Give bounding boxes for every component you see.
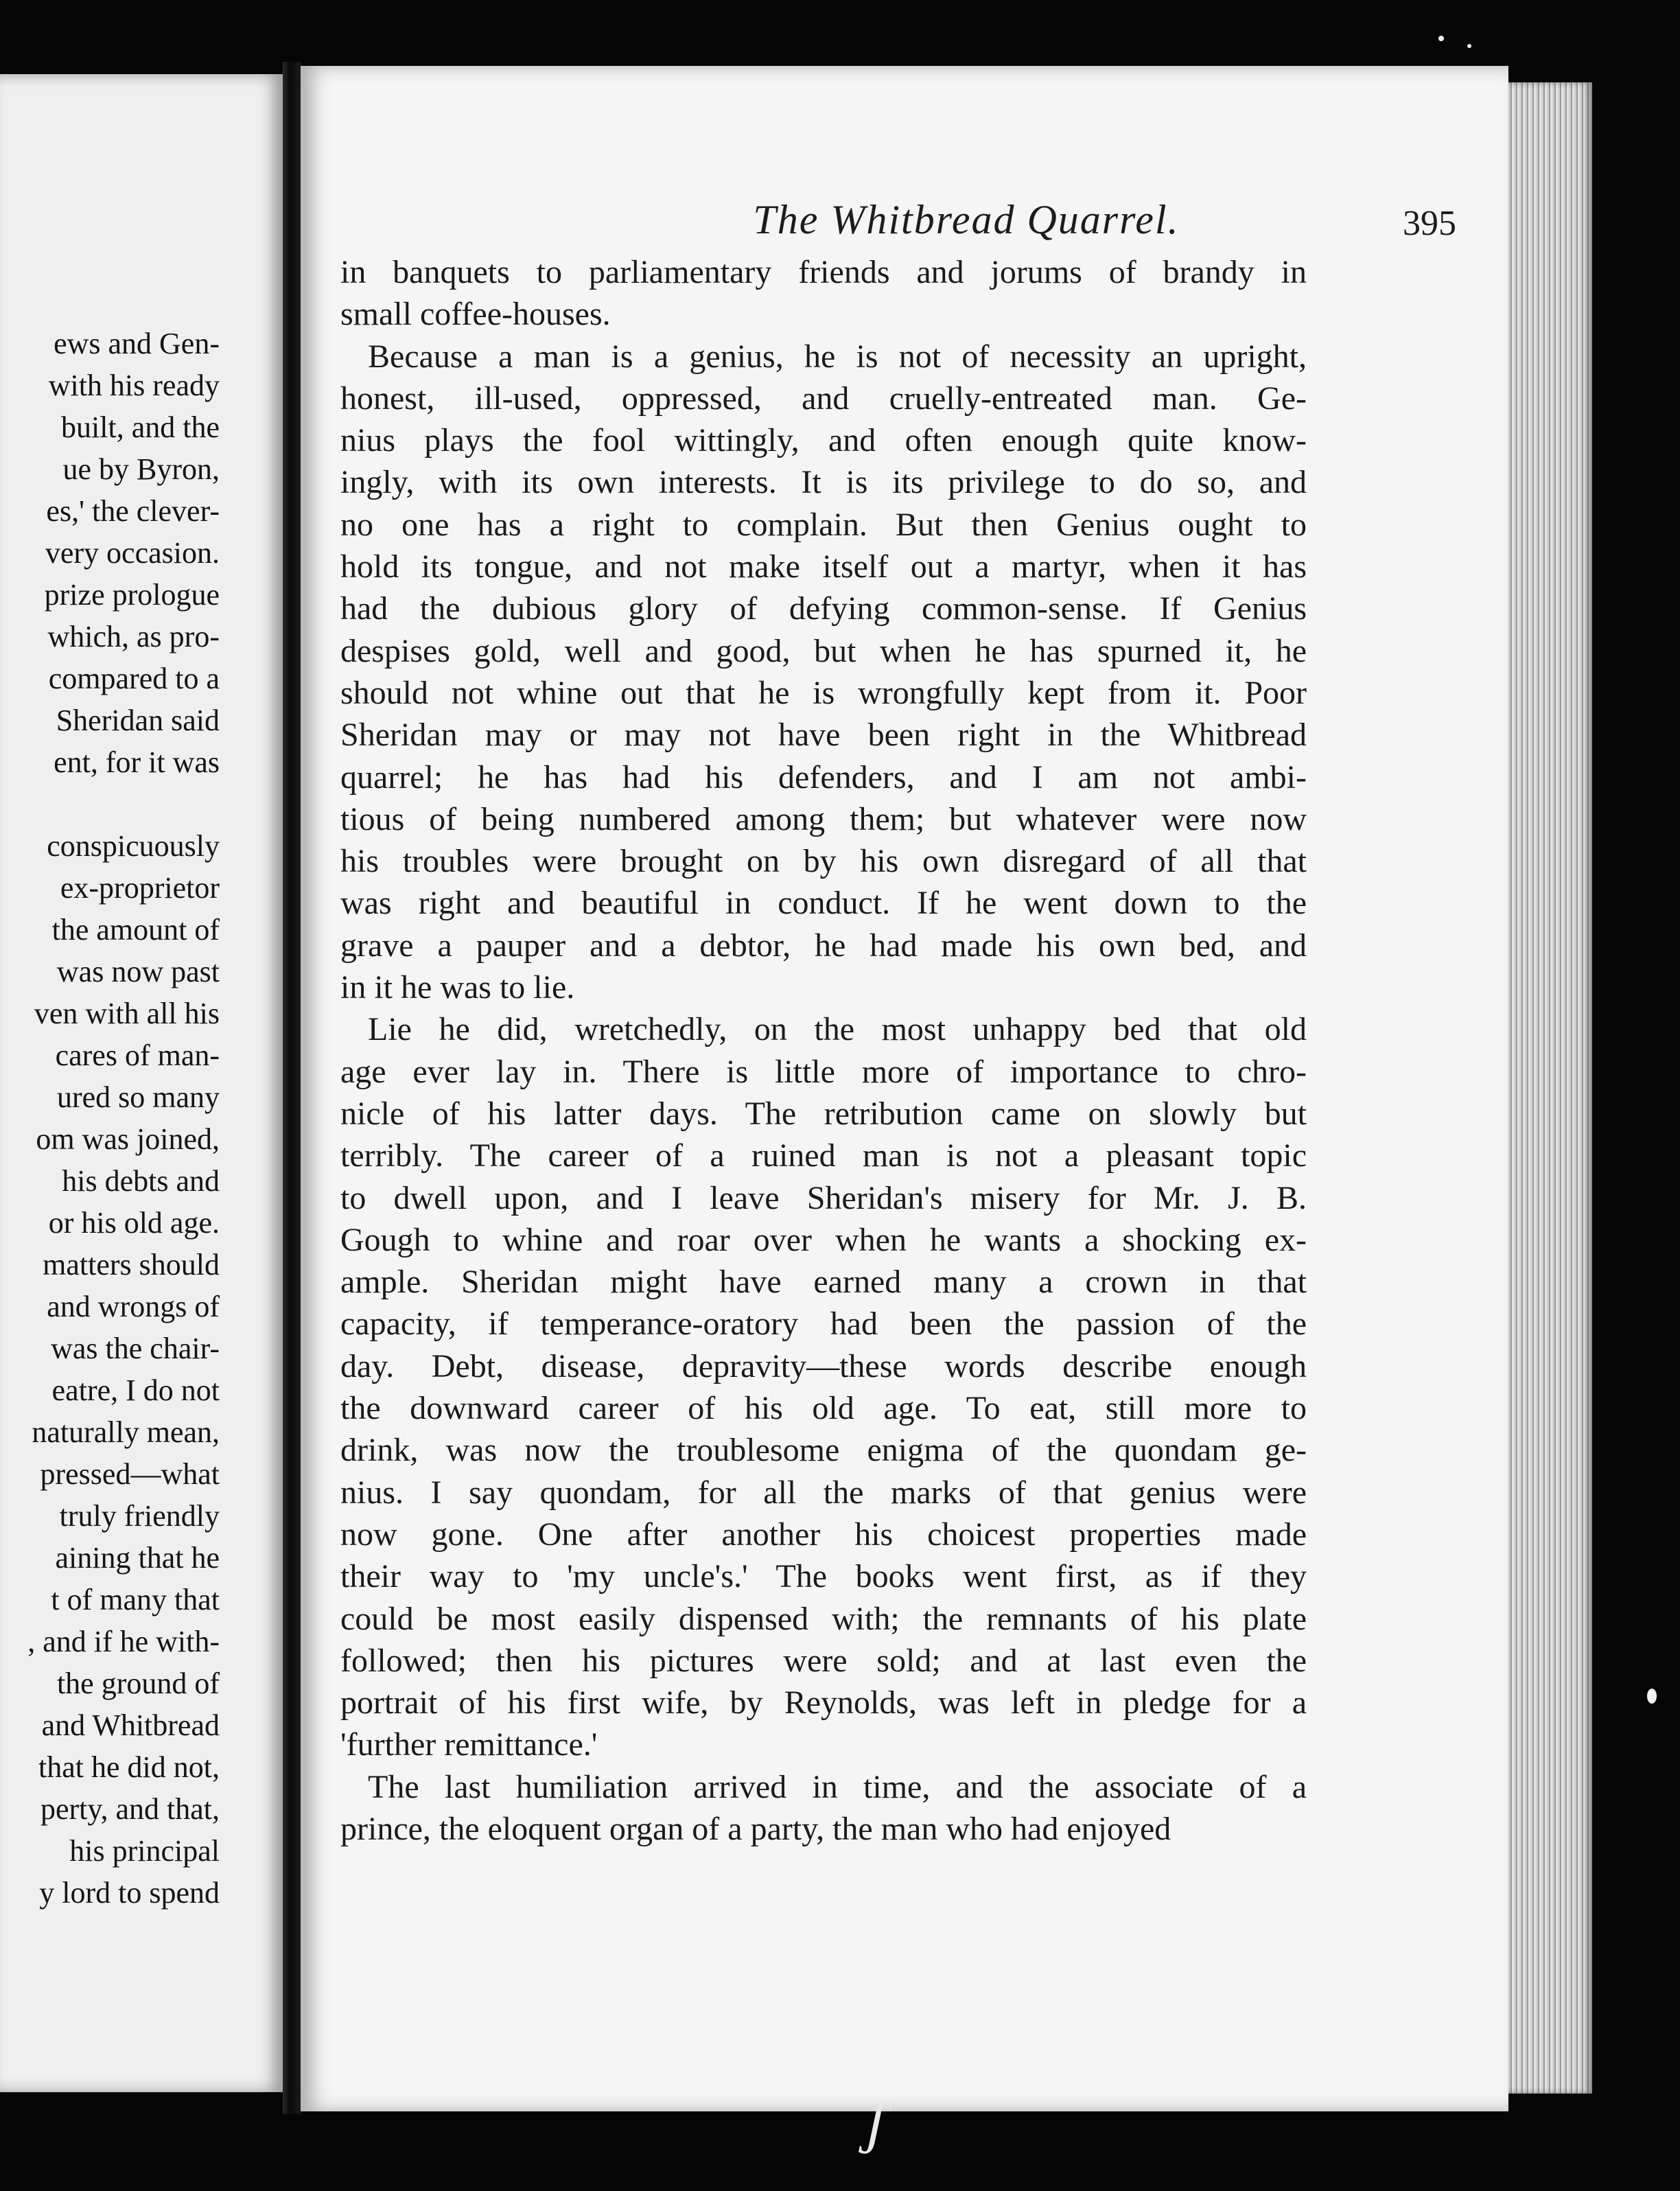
previous-page-line: was now past: [56, 955, 220, 988]
page-number: 395: [1403, 204, 1456, 243]
previous-page-line: es,' the clever-: [46, 494, 220, 528]
previous-page-line: the ground of: [56, 1667, 220, 1700]
body-line: in banquets to parliamentary friends and jorums of brandy in: [340, 254, 1307, 290]
body-line: hold its tongue, and not make itself out a martyr, when it has: [340, 548, 1307, 586]
body-line: should not whine out that he is wrongfully kept from it. Poor: [340, 674, 1307, 711]
previous-page-line: ured so many: [56, 1080, 220, 1114]
body-line: ample. Sheridan might have earned many a crown in that: [340, 1264, 1307, 1301]
page-body-text: [340, 251, 1307, 1850]
body-line: grave a pauper and a debtor, he had made his own bed, and: [340, 927, 1307, 964]
previous-page-line: matters should: [43, 1248, 220, 1282]
body-line: their way to 'my uncle's.' The books went first, as if they: [340, 1558, 1307, 1595]
previous-page-line: cares of man-: [55, 1039, 220, 1072]
previous-page-line: eatre, I do not: [51, 1373, 220, 1407]
dust-speck: [1438, 36, 1444, 41]
body-line: now gone. One after another his choicest properties made: [340, 1516, 1307, 1553]
previous-page-line: which, as pro-: [47, 620, 220, 653]
body-line: The last humiliation arrived in time, and the associate of a: [368, 1768, 1307, 1805]
body-line: despises gold, well and good, but when he has spurned it, he: [340, 632, 1307, 669]
body-line: prince, the eloquent organ of a party, the man who had enjoyed: [340, 1810, 1171, 1847]
previous-page-line: was the chair-: [51, 1332, 220, 1365]
body-line: day. Debt, disease, depravity—these words describe enough: [340, 1347, 1307, 1384]
page-edges: [1508, 82, 1592, 2094]
body-line: 'further remittance.': [340, 1726, 598, 1763]
body-line: nius plays the fool wittingly, and often enough quite know-: [340, 422, 1307, 459]
previous-page-line: ews and Gen-: [54, 327, 220, 360]
binding-mark: ʃ: [859, 2086, 894, 2158]
previous-page-line: that he did not,: [38, 1750, 220, 1784]
previous-page-line: [27, 783, 220, 825]
previous-page-line: or his old age.: [48, 1206, 220, 1240]
previous-page-line: ven with all his: [34, 997, 220, 1030]
current-page: [301, 66, 1508, 2111]
previous-page-line: pressed—what: [40, 1457, 220, 1491]
body-line: nius. I say quondam, for all the marks of that genius were: [340, 1474, 1307, 1511]
previous-page-line: his debts and: [62, 1164, 220, 1198]
body-line: was right and beautiful in conduct. If he went down to the: [340, 885, 1307, 922]
body-line: ingly, with its own interests. It is its privilege to do so, and: [340, 464, 1307, 501]
previous-page-line: , and if he with-: [27, 1625, 220, 1658]
body-line: portrait of his first wife, by Reynolds, was left in pledge for a: [340, 1684, 1307, 1722]
previous-page-line: conspicuously: [47, 829, 220, 863]
book-gutter: [283, 62, 301, 2114]
previous-page-line: his principal: [69, 1834, 220, 1868]
previous-page-line: and wrongs of: [47, 1290, 220, 1323]
previous-page-line: ex-proprietor: [60, 871, 220, 905]
previous-page-line: with his ready: [48, 369, 220, 402]
body-line: nicle of his latter days. The retribution came on slowly but: [340, 1095, 1307, 1132]
running-head: The Whitbread Quarrel.: [753, 197, 1180, 242]
body-line: quarrel; he has had his defenders, and I am not ambi-: [340, 758, 1307, 796]
body-line: tious of being numbered among them; but whatever were now: [340, 800, 1307, 837]
previous-page-line: prize prologue: [44, 578, 220, 612]
previous-page: [0, 74, 283, 2092]
previous-page-line: truly friendly: [59, 1499, 220, 1533]
previous-page-line: t of many that: [51, 1583, 220, 1616]
body-line: capacity, if temperance-oratory had been the passion of the: [340, 1306, 1307, 1343]
previous-page-line: perty, and that,: [40, 1792, 220, 1826]
previous-page-line: built, and the: [61, 410, 220, 444]
dust-speck: [1647, 1689, 1657, 1704]
body-line: small coffee-houses.: [340, 296, 611, 333]
previous-page-line: very occasion.: [45, 536, 220, 570]
previous-page-line: aining that he: [55, 1541, 220, 1575]
previous-page-line: naturally mean,: [32, 1415, 220, 1449]
previous-page-text: [27, 323, 220, 1914]
previous-page-line: the amount of: [51, 913, 220, 947]
body-line: age ever lay in. There is little more of importance to chro-: [340, 1053, 1307, 1090]
body-line: drink, was now the troublesome enigma of the quondam ge-: [340, 1432, 1307, 1469]
body-line: no one has a right to complain. But then Genius ought to: [340, 506, 1307, 543]
previous-page-line: y lord to spend: [39, 1876, 220, 1910]
previous-page-line: ent, for it was: [54, 745, 220, 779]
body-line: Because a man is a genius, he is not of necessity an upright,: [368, 338, 1307, 375]
previous-page-line: Sheridan said: [56, 704, 220, 737]
body-line: Lie he did, wretchedly, on the most unhappy bed that old: [368, 1011, 1307, 1048]
body-line: his troubles were brought on by his own disregard of all that: [340, 843, 1307, 880]
body-line: Gough to whine and roar over when he wants a shocking ex-: [340, 1221, 1307, 1258]
previous-page-line: and Whitbread: [41, 1708, 220, 1742]
body-line: in it he was to lie.: [340, 969, 575, 1006]
previous-page-line: om was joined,: [36, 1122, 220, 1156]
body-line: to dwell upon, and I leave Sheridan's misery for Mr. J. B.: [340, 1179, 1307, 1216]
dust-speck: [1467, 44, 1471, 48]
body-line: had the dubious glory of defying common-sense. If Genius: [340, 590, 1307, 627]
body-line: the downward career of his old age. To eat, still more to: [340, 1390, 1307, 1427]
previous-page-line: ue by Byron,: [62, 452, 220, 486]
body-line: Sheridan may or may not have been right in the Whitbread: [340, 717, 1307, 754]
body-line: followed; then his pictures were sold; and at last even the: [340, 1642, 1307, 1679]
body-line: honest, ill-used, oppressed, and cruelly-entreated man. Ge-: [340, 380, 1307, 417]
body-line: could be most easily dispensed with; the remnants of his plate: [340, 1600, 1307, 1637]
previous-page-line: compared to a: [48, 662, 220, 695]
body-line: terribly. The career of a ruined man is not a pleasant topic: [340, 1137, 1307, 1174]
